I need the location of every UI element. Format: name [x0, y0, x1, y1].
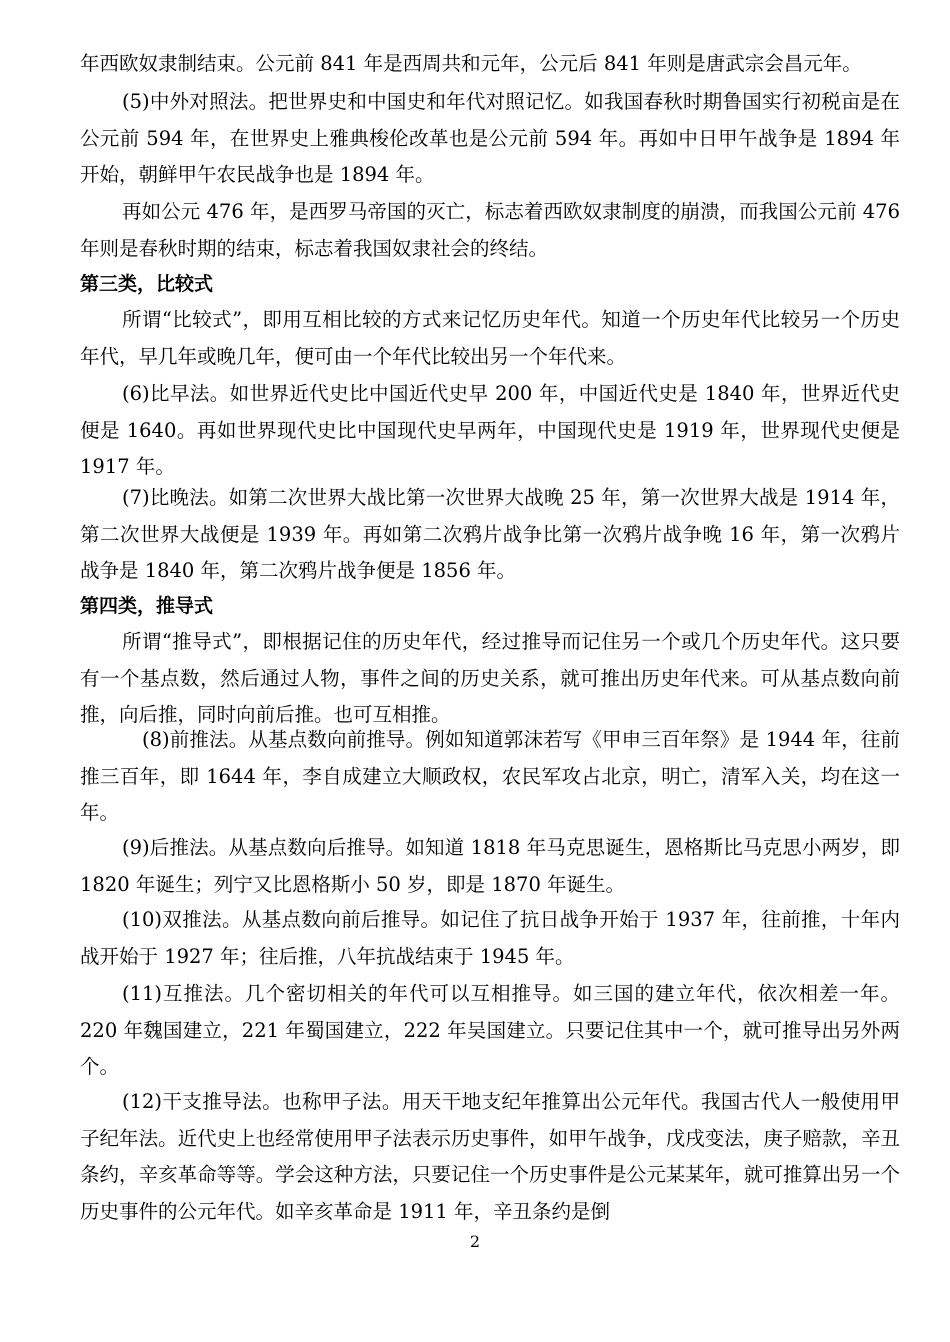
section-heading-derivation: 第四类，推导式	[80, 595, 214, 617]
paragraph-derivation-intro: 所谓“推导式”，即根据记住的历史年代，经过推导而记住另一个或几个历史年代。这只要有一个基点数，然后通过人物，事件之间的历史关系，就可推出历史年代来。可从基点数向前推，向后推，同时向前后推。也可互相推。	[80, 630, 900, 726]
paragraph-continuation: 年西欧奴隶制结束。公元前 841 年是西周共和元年，公元后 841 年则是唐武宗会昌元年。	[80, 52, 862, 75]
paragraph-method-5: (5)中外对照法。把世界史和中国史和年代对照记忆。如我国春秋时期鲁国实行初税亩是在公元前 594 年，在世界史上雅典梭伦改革也是公元前 594 年。再如中日甲午战争是 1894 年开始，朝鲜甲午农民战争也是 1894 年。	[80, 90, 900, 186]
paragraph-method-7: (7)比晚法。如第二次世界大战比第一次世界大战晚 25 年，第一次世界大战是 1914 年，第二次世界大战便是 1939 年。再如第二次鸦片战争比第一次鸦片战争晚 16 年，第一次鸦片战争是 1840 年，第二次鸦片战争便是 1856 年。	[80, 486, 900, 582]
paragraph-method-5-example: 再如公元 476 年，是西罗马帝国的灭亡，标志着西欧奴隶制度的崩溃，而我国公元前 476 年则是春秋时期的结束，标志着我国奴隶社会的终结。	[80, 200, 900, 260]
paragraph-method-11: (11)互推法。几个密切相关的年代可以互相推导。如三国的建立年代，依次相差一年。220 年魏国建立，221 年蜀国建立，222 年吴国建立。只要记住其中一个，就可推导出另外两个。	[80, 982, 900, 1078]
page-number: 2	[469, 1232, 481, 1251]
paragraph-method-6: (6)比早法。如世界近代史比中国近代史早 200 年，中国近代史是 1840 年，世界近代史便是 1640。再如世界现代史比中国现代史早两年，中国现代史是 1919 年，世界现代史便是 1917 年。	[80, 382, 900, 478]
paragraph-method-8: (8)前推法。从基点数向前推导。例如知道郭沫若写《甲申三百年祭》是 1944 年，往前推三百年，即 1644 年，李自成建立大顺政权，农民军攻占北京，明亡，清军入关，均在这一年。	[80, 728, 900, 824]
paragraph-method-10: (10)双推法。从基点数向前后推导。如记住了抗日战争开始于 1937 年，往前推，十年内战开始于 1927 年；往后推，八年抗战结束于 1945 年。	[80, 908, 900, 968]
paragraph-comparison-intro: 所谓“比较式”，即用互相比较的方式来记忆历史年代。知道一个历史年代比较另一个历史年代，早几年或晚几年，便可由一个年代比较出另一个年代来。	[80, 308, 900, 368]
paragraph-method-9: (9)后推法。从基点数向后推导。如知道 1818 年马克思诞生，恩格斯比马克思小两岁，即 1820 年诞生；列宁又比恩格斯小 50 岁，即是 1870 年诞生。	[80, 836, 900, 896]
paragraph-method-12: (12)干支推导法。也称甲子法。用天干地支纪年推算出公元年代。我国古代人一般使用甲子纪年法。近代史上也经常使用甲子法表示历史事件，如甲午战争，戊戌变法，庚子赔款，辛丑条约，辛亥革命等等。学会这种方法，只要记住一个历史事件是公元某某年，就可推算出另一个历史事件的公元年代。如辛亥革命是 1911 年，辛丑条约是倒	[80, 1090, 900, 1223]
section-heading-comparison: 第三类，比较式	[80, 273, 214, 295]
